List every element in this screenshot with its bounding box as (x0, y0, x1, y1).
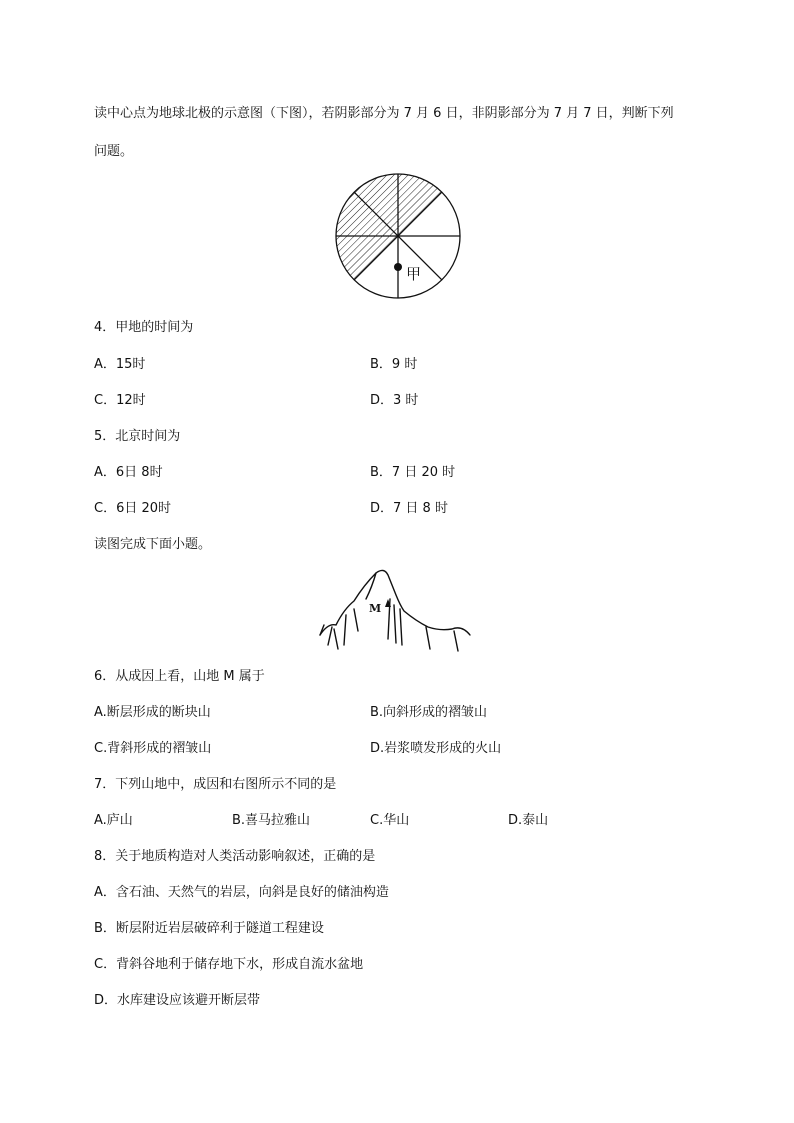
q5-option-b[interactable]: B．7 日 20 时 (370, 465, 456, 480)
north-pole-diagram (333, 172, 463, 304)
q7-option-b[interactable]: B.喜马拉雅山 (232, 813, 311, 828)
intro-line-1: 读中心点为地球北极的示意图（下图），若阴影部分为 7 月 6 日，非阴影部分为 7 月 7 日，判断下列 (94, 106, 674, 121)
mountain-label-m: M (369, 602, 382, 615)
q8-option-b[interactable]: B．断层附近岩层破碎利于隧道工程建设 (94, 921, 324, 936)
q4-option-b[interactable]: B．9 时 (370, 357, 418, 372)
q6-option-c[interactable]: C.背斜形成的褶皱山 (94, 741, 212, 756)
q8-option-d[interactable]: D．水库建设应该避开断层带 (94, 993, 261, 1008)
q5-option-d[interactable]: D．7 日 8 时 (370, 501, 448, 516)
q7-option-d[interactable]: D.泰山 (508, 813, 549, 828)
q8-stem: 8．关于地质构造对人类活动影响叙述，正确的是 (94, 849, 376, 864)
intro-line-2: 问题。 (94, 144, 134, 159)
q6-stem: 6．从成因上看，山地 M 属于 (94, 669, 265, 684)
q7-option-c[interactable]: C.华山 (370, 813, 410, 828)
q6-option-d[interactable]: D.岩浆喷发形成的火山 (370, 741, 502, 756)
q5-option-c[interactable]: C．6日 20时 (94, 501, 172, 516)
q4-option-a[interactable]: A．15时 (94, 357, 146, 372)
q8-option-a[interactable]: A．含石油、天然气的岩层，向斜是良好的储油构造 (94, 885, 389, 900)
q7-stem: 7．下列山地中，成因和右图所示不同的是 (94, 777, 337, 792)
q7-option-a[interactable]: A.庐山 (94, 813, 133, 828)
q5-option-a[interactable]: A．6日 8时 (94, 465, 163, 480)
location-jia-dot (394, 263, 402, 271)
section2-intro: 读图完成下面小题。 (94, 537, 212, 552)
q4-stem: 4．甲地的时间为 (94, 320, 194, 335)
location-jia-label: 甲 (406, 265, 422, 283)
q8-option-c[interactable]: C．背斜谷地利于储存地下水，形成自流水盆地 (94, 957, 364, 972)
q6-option-b[interactable]: B.向斜形成的褶皱山 (370, 705, 488, 720)
q5-stem: 5．北京时间为 (94, 429, 181, 444)
q4-option-d[interactable]: D．3 时 (370, 393, 419, 408)
mountain-sketch (314, 565, 478, 655)
q4-option-c[interactable]: C．12时 (94, 393, 146, 408)
shaded-region-ne (398, 174, 442, 236)
q6-option-a[interactable]: A.断层形成的断块山 (94, 705, 211, 720)
